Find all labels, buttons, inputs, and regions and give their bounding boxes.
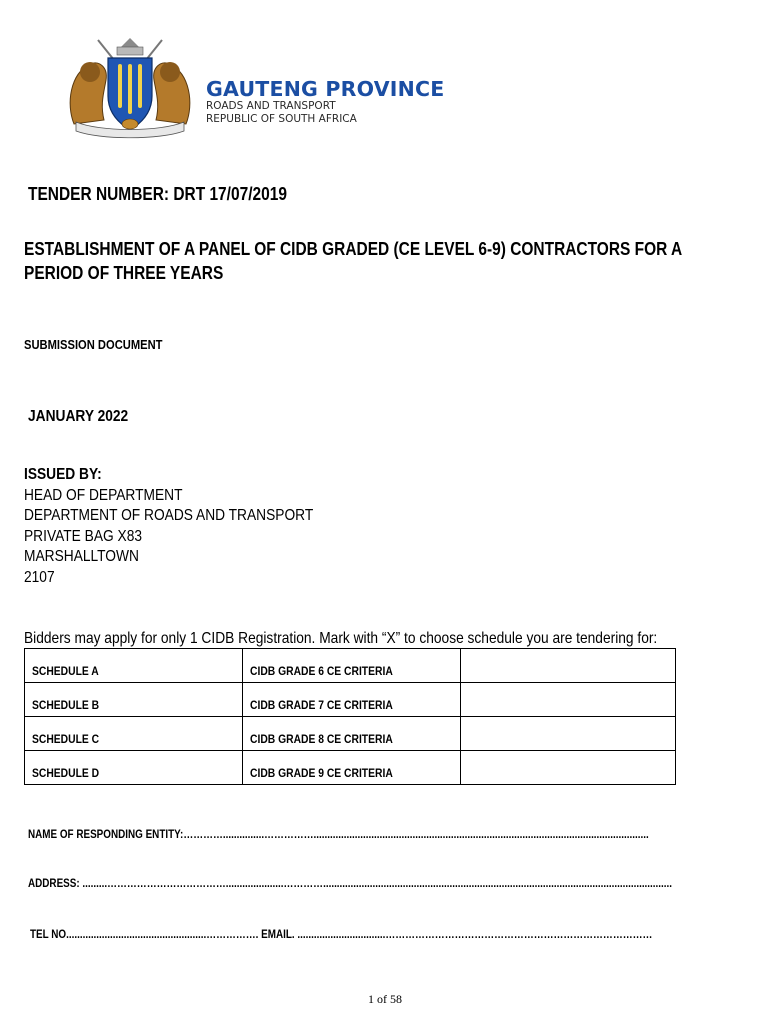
table-row	[25, 717, 676, 751]
issued-by-line: DEPARTMENT OF ROADS AND TRANSPORT	[24, 507, 314, 524]
responding-entity-field[interactable]: NAME OF RESPONDING ENTITY:…………...............……………..........................................................................................................................	[28, 829, 649, 841]
schedule-cell: SCHEDULE C	[25, 717, 243, 751]
issued-by-line: 2107	[24, 568, 55, 586]
brand-country: REPUBLIC OF SOUTH AFRICA	[206, 113, 357, 125]
title-line-2: PERIOD OF THREE YEARS	[24, 263, 224, 283]
coat-of-arms-icon	[60, 34, 200, 139]
tender-number: TENDER NUMBER: DRT 17/07/2019	[28, 184, 287, 204]
address-field[interactable]: ADDRESS: .........……………………………….....................…………...............................................................................................................................	[28, 878, 673, 890]
document-title	[24, 237, 682, 285]
schedule-table	[24, 648, 676, 785]
title-line-1: ESTABLISHMENT OF A PANEL OF CIDB GRADED (CE LEVEL 6-9) CONTRACTORS FOR A	[24, 239, 683, 259]
issued-by-label: ISSUED BY:	[24, 466, 102, 483]
criteria-cell: CIDB GRADE 9 CE CRITERIA	[242, 751, 460, 785]
mark-cell-schedule-a[interactable]	[460, 649, 675, 683]
mark-cell-schedule-d[interactable]	[460, 751, 675, 785]
schedule-instruction: Bidders may apply for only 1 CIDB Registration. Mark with “X” to choose schedule you are tendering for:	[24, 630, 658, 647]
issued-by-line: PRIVATE BAG X83	[24, 527, 143, 545]
tel-email-field[interactable]: TEL NO...................................................……………. EMAIL. ................................………………………………………………………………………	[30, 929, 653, 941]
criteria-cell: CIDB GRADE 8 CE CRITERIA	[242, 717, 460, 751]
mark-cell-schedule-c[interactable]	[460, 717, 675, 751]
issued-by-block	[24, 465, 313, 588]
table-row	[25, 649, 676, 683]
page-number: 1 of 58	[368, 992, 402, 1006]
brand-text	[206, 78, 444, 126]
mark-cell-schedule-b[interactable]	[460, 683, 675, 717]
issued-by-line: HEAD OF DEPARTMENT	[24, 486, 183, 504]
criteria-cell: CIDB GRADE 6 CE CRITERIA	[242, 649, 460, 683]
brand-subtitle: ROADS AND TRANSPORT	[206, 100, 336, 112]
schedule-cell: SCHEDULE B	[25, 683, 243, 717]
issued-by-line: MARSHALLTOWN	[24, 548, 139, 565]
document-type: SUBMISSION DOCUMENT	[24, 337, 163, 352]
brand-title: GAUTENG PROVINCE	[206, 77, 445, 101]
criteria-cell: CIDB GRADE 7 CE CRITERIA	[242, 683, 460, 717]
schedule-cell: SCHEDULE A	[25, 649, 243, 683]
header-logo	[60, 34, 445, 144]
document-date: JANUARY 2022	[28, 408, 129, 425]
table-row	[25, 683, 676, 717]
table-row	[25, 751, 676, 785]
schedule-cell: SCHEDULE D	[25, 751, 243, 785]
